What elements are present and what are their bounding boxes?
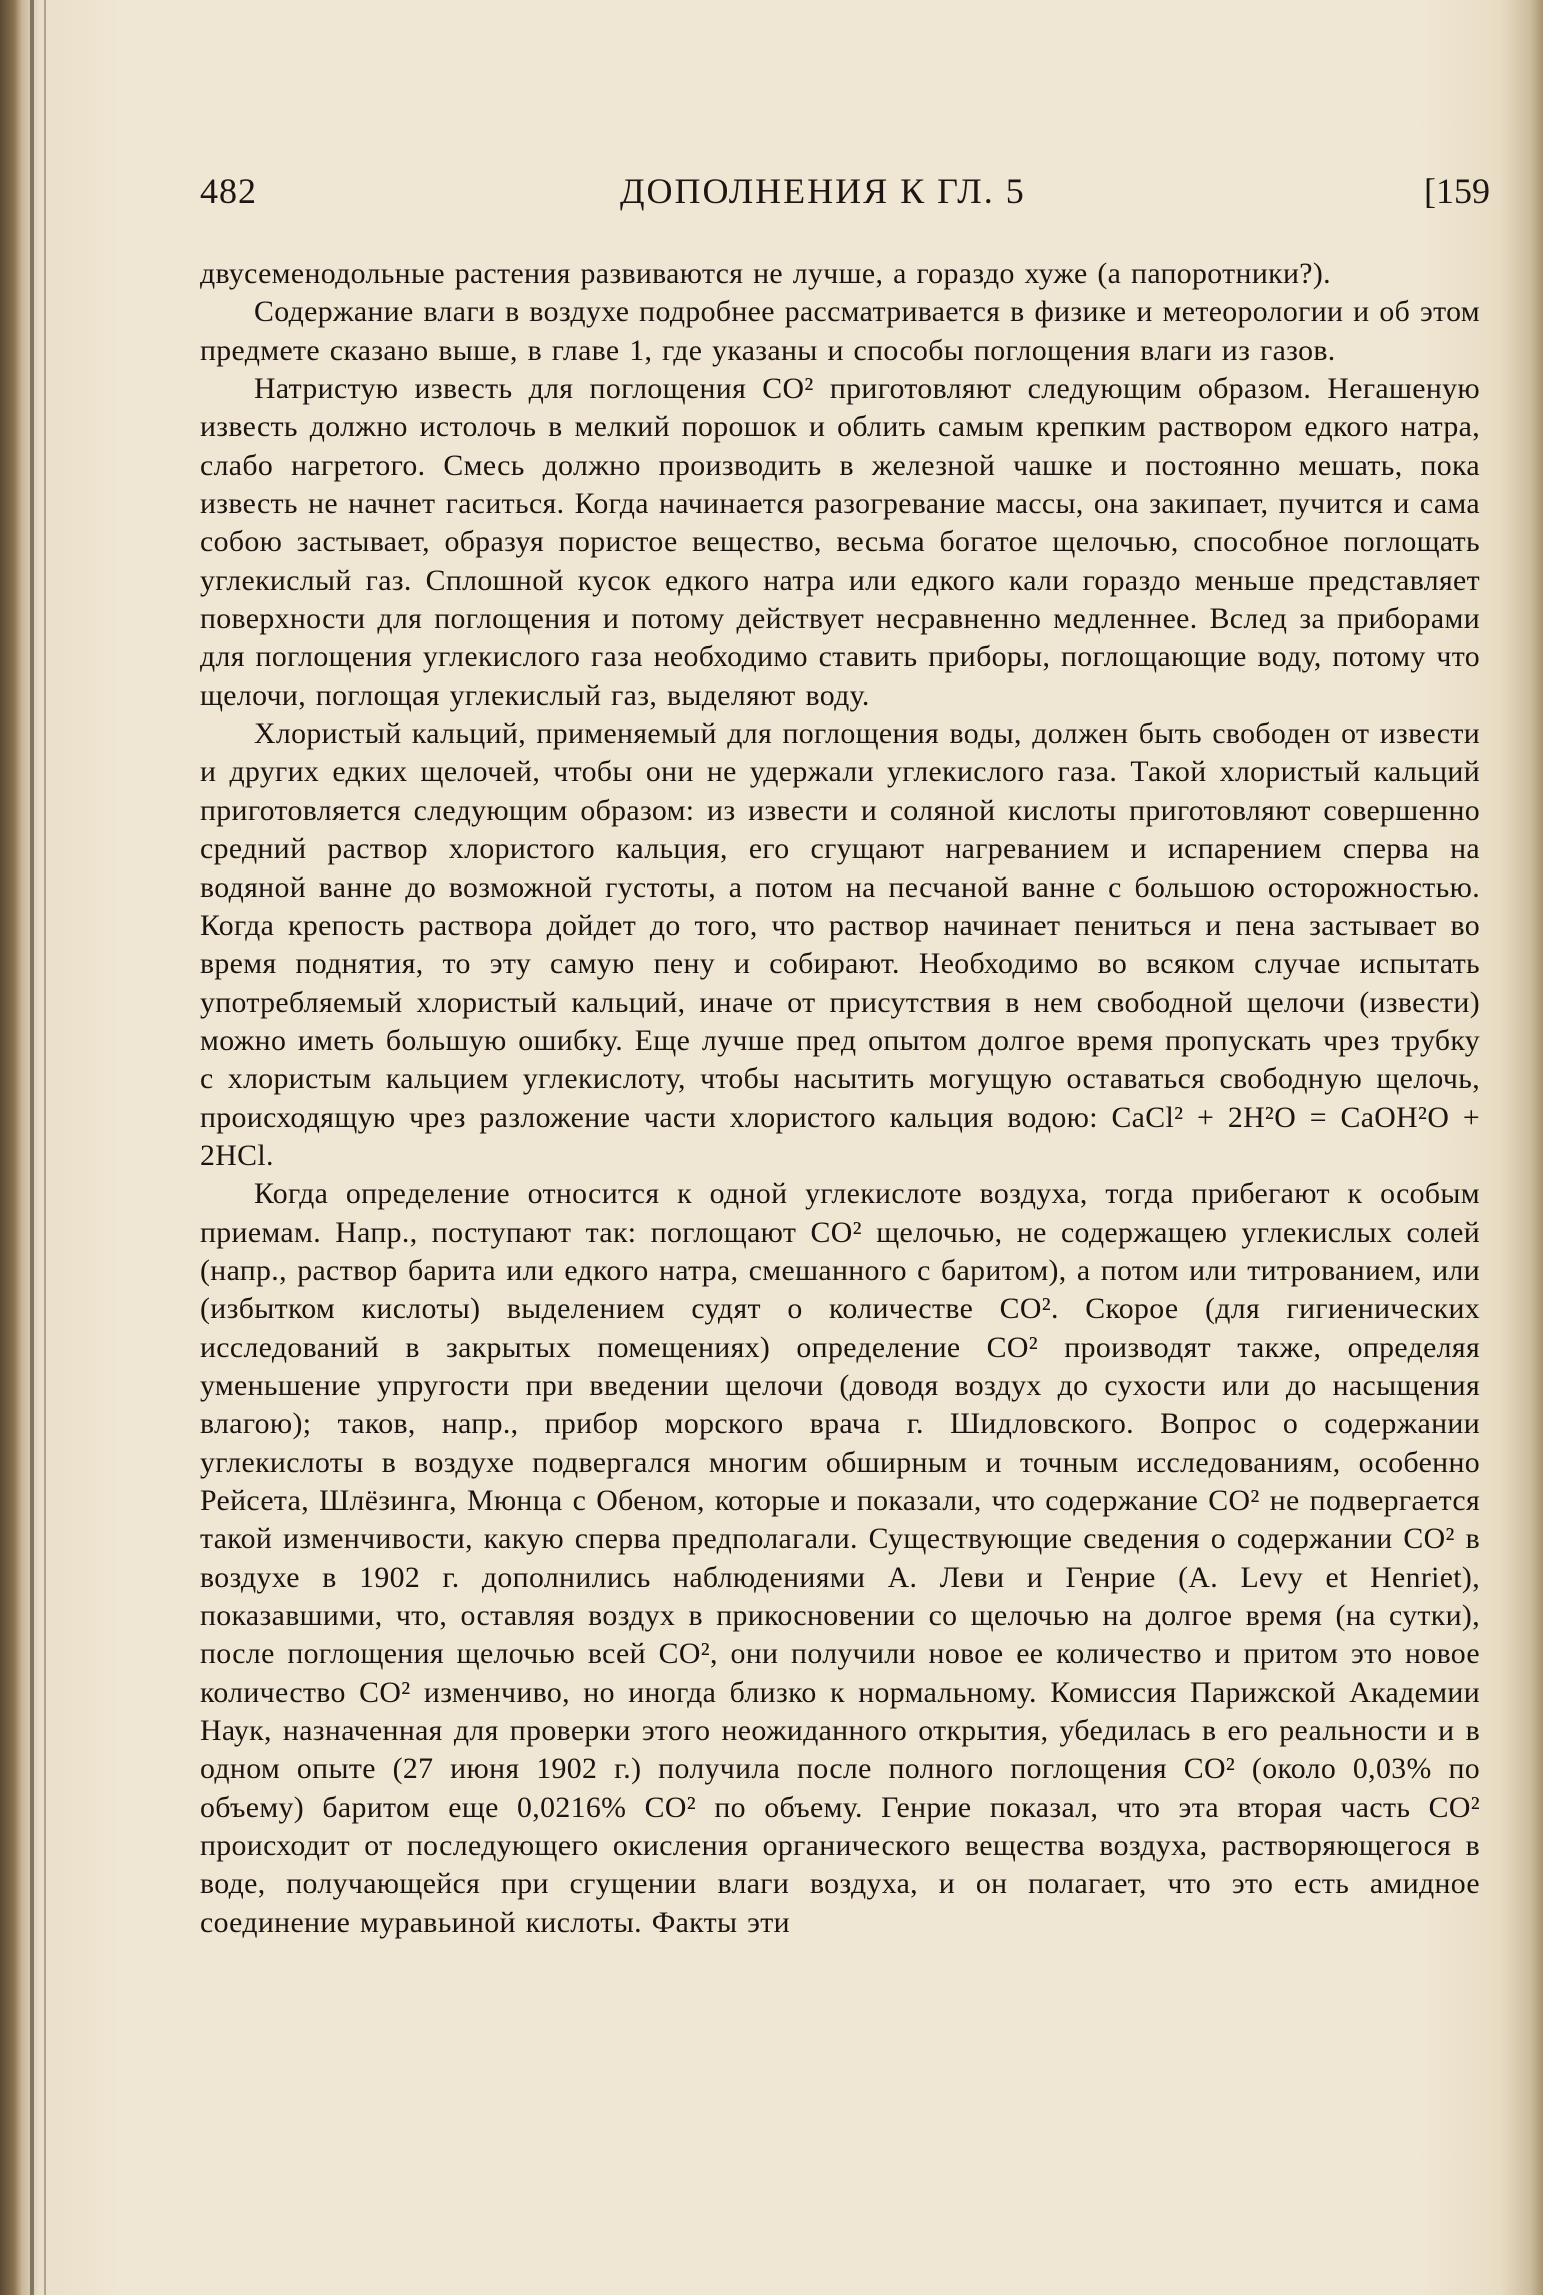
body-text	[200, 255, 1480, 1942]
paragraph-calcium-chloride: Хлористый кальций, применяемый для поглощения воды, должен быть свободен от извести и других едких щелочей, чтобы они не удержали углекислого газа. Такой хлористый кальций приготовляется следующим образом: из извести и соляной кислоты приготовляют совершенно средний раствор хлористого кальция, его сгущают нагреванием и испарением сперва на водяной ванне до возможной густоты, а потом на песчаной ванне с большою осторожностью. Когда крепость раствора дойдет до того, что раствор начинает пениться и пена застывает во время поднятия, то эту самую пену и собирают. Необходимо во всяком случае испытать употребляемый хлористый кальций, иначе от присутствия в нем свободной щелочи (извести) можно иметь большую ошибку. Еще лучше пред опытом долгое время пропускать чрез трубку с хлористым кальцием углекислоту, чтобы насытить могущую оставаться свободную щелочь, происходящую чрез разложение части хлористого кальция водою: CaCl² + 2H²O = CaOH²O + 2HCl.	[200, 717, 1480, 1172]
page-number: 482	[200, 171, 257, 211]
paragraph-soda-lime: Натристую известь для поглощения CO² приготовляют следующим образом. Негашеную известь должно истолочь в мелкий порошок и облить самым крепким раствором едкого натра, слабо нагретого. Смесь должно производить в железной чашке и постоянно мешать, пока известь не начнет гаситься. Когда начинается разогревание массы, она закипает, пучится и сама собою застывает, образуя пористое вещество, весьма богатое щелочью, способное поглощать углекислый газ. Сплошной кусок едкого натра или едкого кали гораздо меньше представляет поверхности для поглощения и потому действует несравненно медленнее. Вслед за приборами для поглощения углекислого газа необходимо ставить приборы, поглощающие воду, потому что щелочи, поглощая углекислый газ, выделяют воду.	[200, 372, 1480, 712]
paragraph-carbon-dioxide: Когда определение относится к одной углекислоте воздуха, тогда прибегают к особым приемам. Напр., поступают так: поглощают CO² щелочью, не содержащею углекислых солей (напр., раствор барита или едкого натра, смешанного с баритом), а потом или титрованием, или (избытком кислоты) выделением судят о количестве CO². Скорое (для гигиенических исследований в закрытых помещениях) определение CO² производят также, определяя уменьшение упругости при введении щелочи (доводя воздух до сухости или до насыщения влагою); таков, напр., прибор морского врача г. Шидловского. Вопрос о содержании углекислоты в воздухе подвергался многим обширным и точным исследованиям, особенно Рейсета, Шлёзинга, Мюнца с Обеном, которые и показали, что содержание CO² не подвергается такой изменчивости, какую сперва предполагали. Существующие сведения о содержании CO² в воздухе в 1902 г. дополнились наблюдениями А. Леви и Генрие (A. Levy et Henriet), показавшими, что, оставляя воздух в прикосновении со щелочью на долгое время (на сутки), после поглощения щелочью всей CO², они получили новое ее количество и притом это новое количество CO² изменчиво, но иногда близко к нормальному. Комиссия Парижской Академии Наук, назначенная для проверки этого неожиданного открытия, убедилась в его реальности и в одном опыте (27 июня 1902 г.) получила после полного поглощения CO² (около 0,03% по объему) баритом еще 0,0216% CO² по объему. Генрие показал, что эта вторая часть CO² происходит от последующего окисления органического вещества воздуха, растворяющегося в воде, получающейся при сгущении влаги воздуха, и он полагает, что это есть амидное соединение муравьиной кислоты. Факты эти	[200, 1177, 1480, 1939]
paragraph-continuation: двусеменодольные растения развиваются не лучше, а гораздо хуже (а папоротники?).	[200, 257, 1331, 290]
binding-shadow	[30, 0, 34, 2295]
running-header	[200, 170, 1490, 220]
paragraph-moisture: Содержание влаги в воздухе подробнее рассматривается в физике и метеорологии и об этом предмете сказано выше, в главе 1, где указаны и способы поглощения влаги из газов.	[200, 295, 1480, 367]
running-title: ДОПОЛНЕНИЯ К ГЛ. 5	[620, 171, 1026, 211]
page-edge-line	[44, 0, 46, 2295]
section-reference: [159	[1424, 171, 1490, 211]
